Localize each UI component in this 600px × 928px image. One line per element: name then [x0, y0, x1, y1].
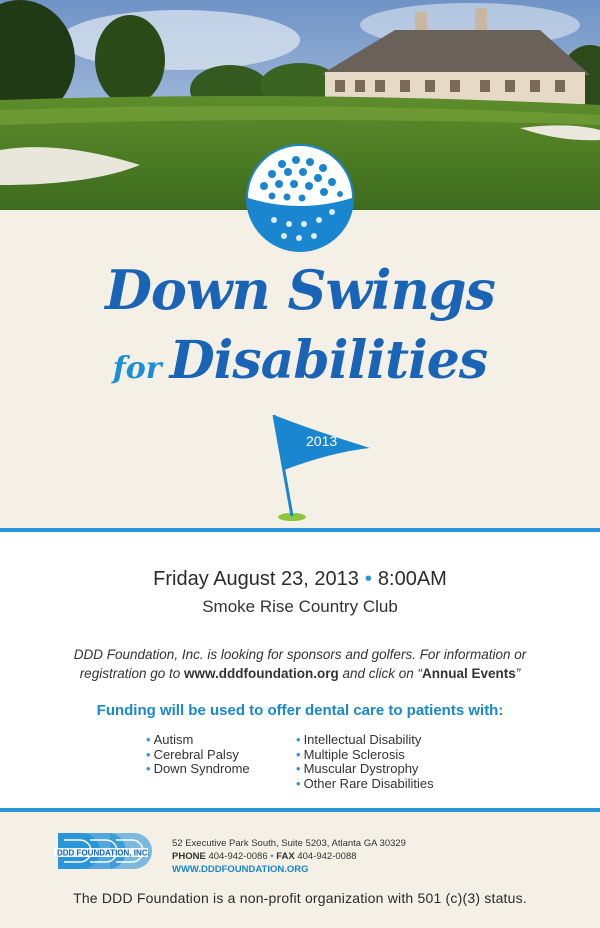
website-link[interactable]: www.dddfoundation.org: [184, 666, 339, 681]
contact-info: [172, 837, 406, 876]
event-datetime: [0, 568, 600, 591]
separator-bullet: •: [270, 851, 274, 862]
annual-events-link[interactable]: Annual Events: [422, 666, 516, 681]
info-text-3: ”: [515, 666, 521, 681]
list-item: • Intellectual Disability: [296, 733, 434, 748]
phone-number: 404-942-0086: [208, 851, 268, 862]
nonprofit-statement: The DDD Foundation is a non-profit organization with 501 (c)(3) status.: [73, 890, 527, 906]
address: 52 Executive Park South, Suite 5203, Atlanta GA 30329: [172, 838, 406, 849]
golf-flag-icon: [262, 410, 372, 525]
ddd-logo: [54, 831, 162, 873]
list-item: • Autism: [146, 733, 250, 748]
info-paragraph: [40, 645, 560, 683]
info-text-1: DDD Foundation, Inc. is looking for sponsors and golfers. For information or registration go to: [73, 647, 527, 681]
logo-text: DDD FOUNDATION, INC.: [57, 848, 150, 858]
title-disabilities: Disabilities: [169, 330, 488, 391]
title-for: for: [112, 351, 162, 386]
list-item: • Muscular Dystrophy: [296, 762, 434, 777]
event-date: Friday August 23, 2013: [153, 568, 359, 590]
golf-ball-icon: [244, 142, 356, 254]
phone-label: PHONE: [172, 851, 206, 862]
event-title-line2: [0, 330, 600, 391]
conditions-list-right: [296, 733, 434, 791]
footer-website-link[interactable]: WWW.DDDFOUNDATION.ORG: [172, 864, 309, 875]
fax-number: 404-942-0088: [297, 851, 357, 862]
conditions-list-left: [146, 733, 250, 777]
event-venue: Smoke Rise Country Club: [202, 597, 398, 616]
list-item: • Cerebral Palsy: [146, 748, 250, 763]
fax-label: FAX: [276, 851, 295, 862]
separator-bullet: •: [364, 568, 372, 590]
funding-heading: Funding will be used to offer dental care to patients with:: [96, 702, 504, 719]
list-item: • Down Syndrome: [146, 762, 250, 777]
phone-fax-line: [172, 850, 406, 863]
list-item: • Other Rare Disabilities: [296, 777, 434, 792]
info-text-2: and click on “: [338, 666, 423, 681]
flag-year: 2013: [306, 433, 338, 449]
event-time: 8:00AM: [377, 568, 447, 590]
event-title-line1: Down Swings: [105, 258, 495, 322]
list-item: • Multiple Sclerosis: [296, 748, 434, 763]
